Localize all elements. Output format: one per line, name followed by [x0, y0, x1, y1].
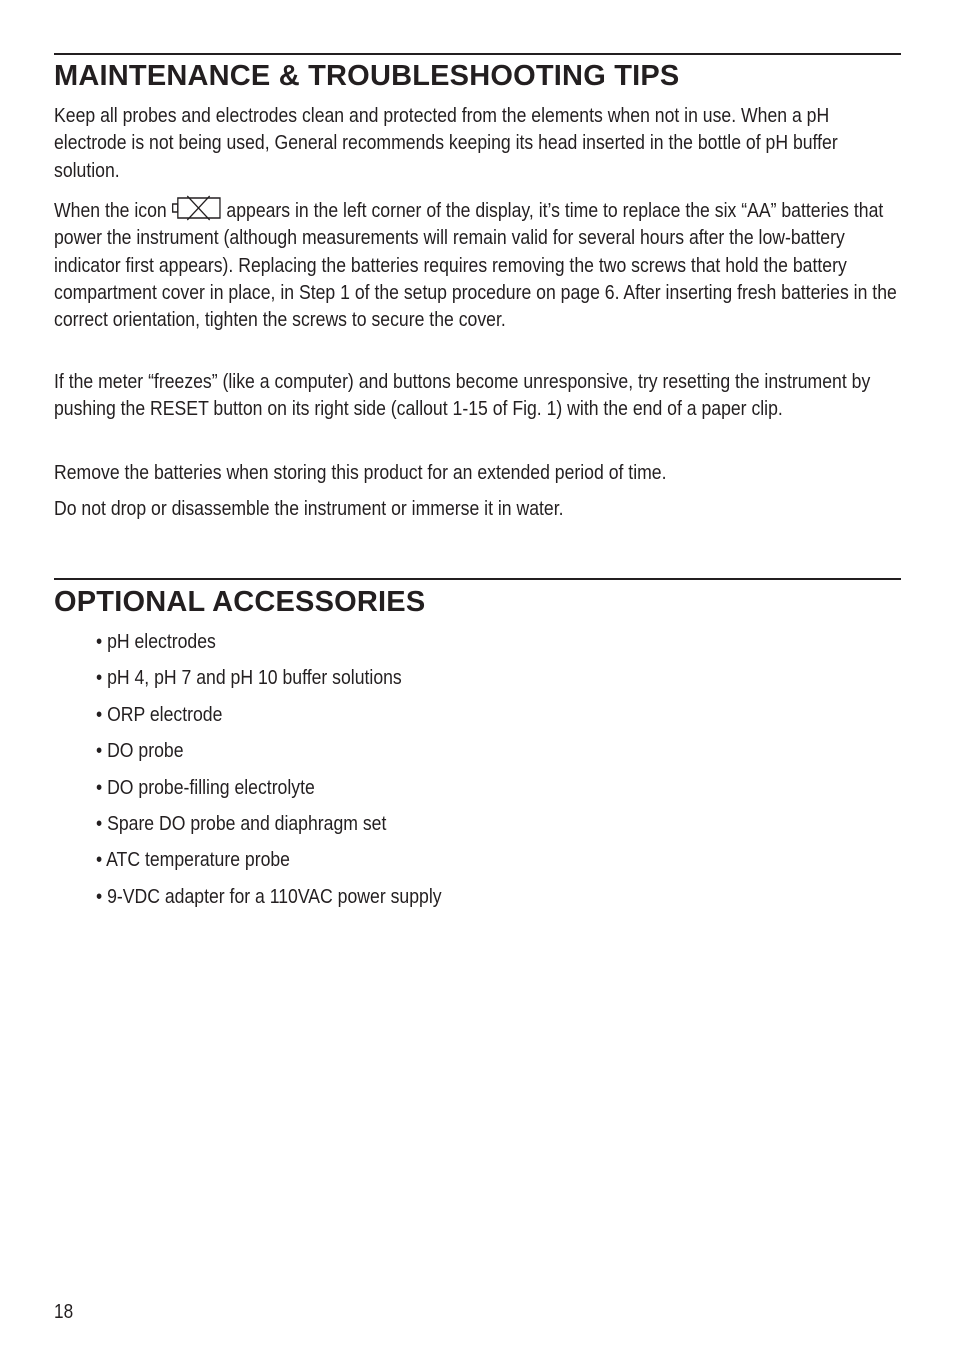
maintenance-paragraph-2	[54, 195, 901, 333]
list-item: • ATC temperature probe	[96, 848, 290, 872]
page-number: 18	[54, 1301, 74, 1323]
maintenance-paragraph-5: Do not drop or disassemble the instrument or immerse it in water.	[54, 497, 564, 520]
list-item: • DO probe-filling electrolyte	[96, 775, 315, 799]
low-battery-icon	[172, 195, 222, 221]
maintenance-paragraph-3: If the meter “freezes” (like a computer) and buttons become unresponsive, try resetting the instrument by pushing the RESET button on its right side (callout 1-15 of Fig. 1) with the end of a paper clip.	[54, 370, 871, 421]
list-item: • ORP electrode	[96, 702, 223, 726]
list-item: • 9-VDC adapter for a 110VAC power supply	[96, 884, 442, 908]
paragraph-2-lead-text: When the icon	[54, 199, 167, 222]
accessories-heading: OPTIONAL ACCESSORIES	[54, 586, 426, 618]
list-item: • pH electrodes	[96, 630, 216, 653]
accessories-list	[96, 624, 498, 915]
maintenance-paragraph-4: Remove the batteries when storing this product for an extended period of time.	[54, 461, 667, 484]
list-item: • pH 4, pH 7 and pH 10 buffer solutions	[96, 666, 402, 690]
section-divider	[54, 53, 901, 55]
maintenance-heading: MAINTENANCE & TROUBLESHOOTING TIPS	[54, 60, 680, 92]
paragraph-2-body-text: appears in the left corner of the display, it’s time to replace the six “AA” batteries that power the instrument (although measurements will remain valid for several hours after the low-battery indicator first appears). Replacing the batteries requires removing the two screws that hold the battery compartment cover in place, in Step 1 of the setup procedure on page 6. After inserting fresh batteries in the correct orientation, tighten the screws to secure the cover.	[54, 199, 897, 332]
maintenance-paragraph-1: Keep all probes and electrodes clean and protected from the elements when not in use. When a pH electrode is not being used, General recommends keeping its head inserted in the bottle of pH buffer solution.	[54, 104, 838, 182]
section-divider	[54, 578, 901, 580]
list-item: • Spare DO probe and diaphragm set	[96, 811, 387, 835]
list-item: • DO probe	[96, 739, 184, 763]
